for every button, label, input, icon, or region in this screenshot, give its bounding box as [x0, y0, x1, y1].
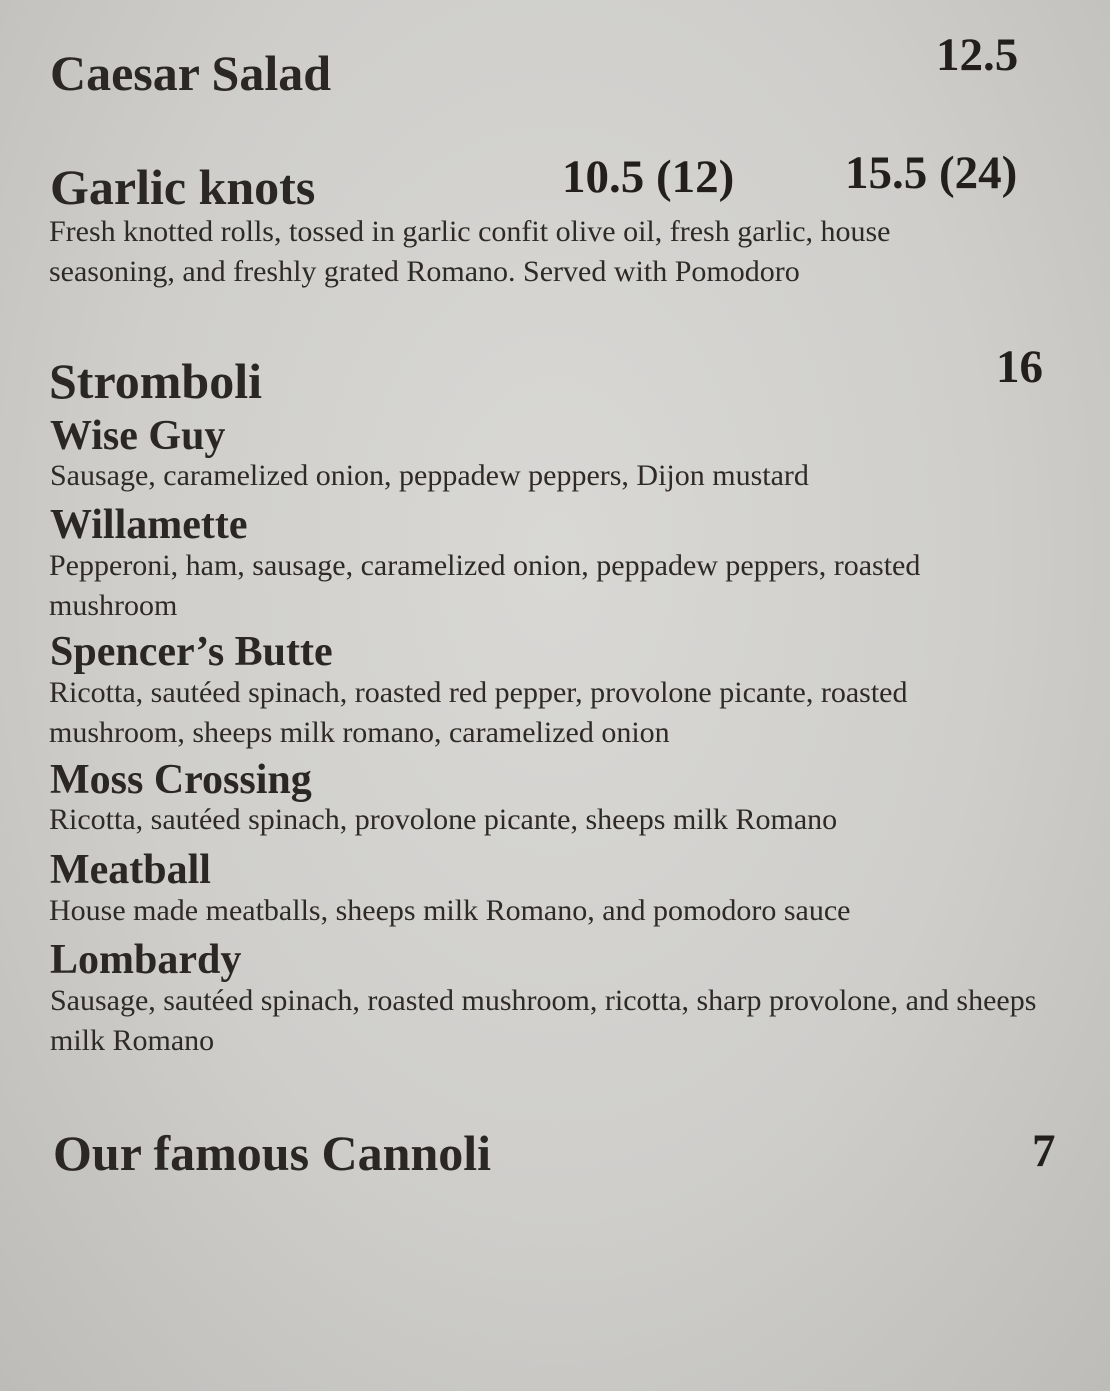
stromboli-item-description: Ricotta, sautéed spinach, roasted red pepper, provolone picante, roasted mushroom, sheeps milk romano, caramelized onion: [49, 676, 908, 749]
garlic-knots-price-small: 10.5 (12): [562, 151, 735, 203]
stromboli-item-description: Pepperoni, ham, sausage, caramelized onion, peppadew peppers, roasted mushroom: [49, 549, 921, 622]
garlic-knots-title: Garlic knots: [50, 159, 316, 215]
stromboli-item-name: Moss Crossing: [50, 757, 312, 803]
stromboli-item-description: House made meatballs, sheeps milk Romano, and pomodoro sauce: [49, 894, 851, 927]
stromboli-item-description: Sausage, caramelized onion, peppadew peppers, Dijon mustard: [50, 459, 809, 492]
caesar-salad-title: Caesar Salad: [50, 45, 332, 101]
stromboli-item-name: Spencer’s Butte: [50, 629, 333, 675]
stromboli-item-name: Lombardy: [50, 937, 242, 983]
stromboli-price: 16: [996, 341, 1043, 393]
cannoli-title: Our famous Cannoli: [53, 1125, 492, 1181]
stromboli-item-name: Wise Guy: [50, 413, 226, 459]
garlic-knots-price-large: 15.5 (24): [845, 147, 1018, 199]
cannoli-price: 7: [1032, 1125, 1056, 1177]
garlic-knots-description: Fresh knotted rolls, tossed in garlic confit olive oil, fresh garlic, house seasoning, and freshly grated Romano. Served with Pomodoro: [49, 215, 891, 288]
stromboli-item-description: Sausage, sautéed spinach, roasted mushroom, ricotta, sharp provolone, and sheeps milk Romano: [50, 984, 1037, 1057]
stromboli-item-name: Meatball: [50, 847, 211, 893]
stromboli-title: Stromboli: [49, 353, 262, 409]
stromboli-item-name: Willamette: [50, 502, 248, 548]
caesar-salad-price: 12.5: [936, 29, 1019, 81]
stromboli-item-description: Ricotta, sautéed spinach, provolone picante, sheeps milk Romano: [49, 803, 838, 836]
